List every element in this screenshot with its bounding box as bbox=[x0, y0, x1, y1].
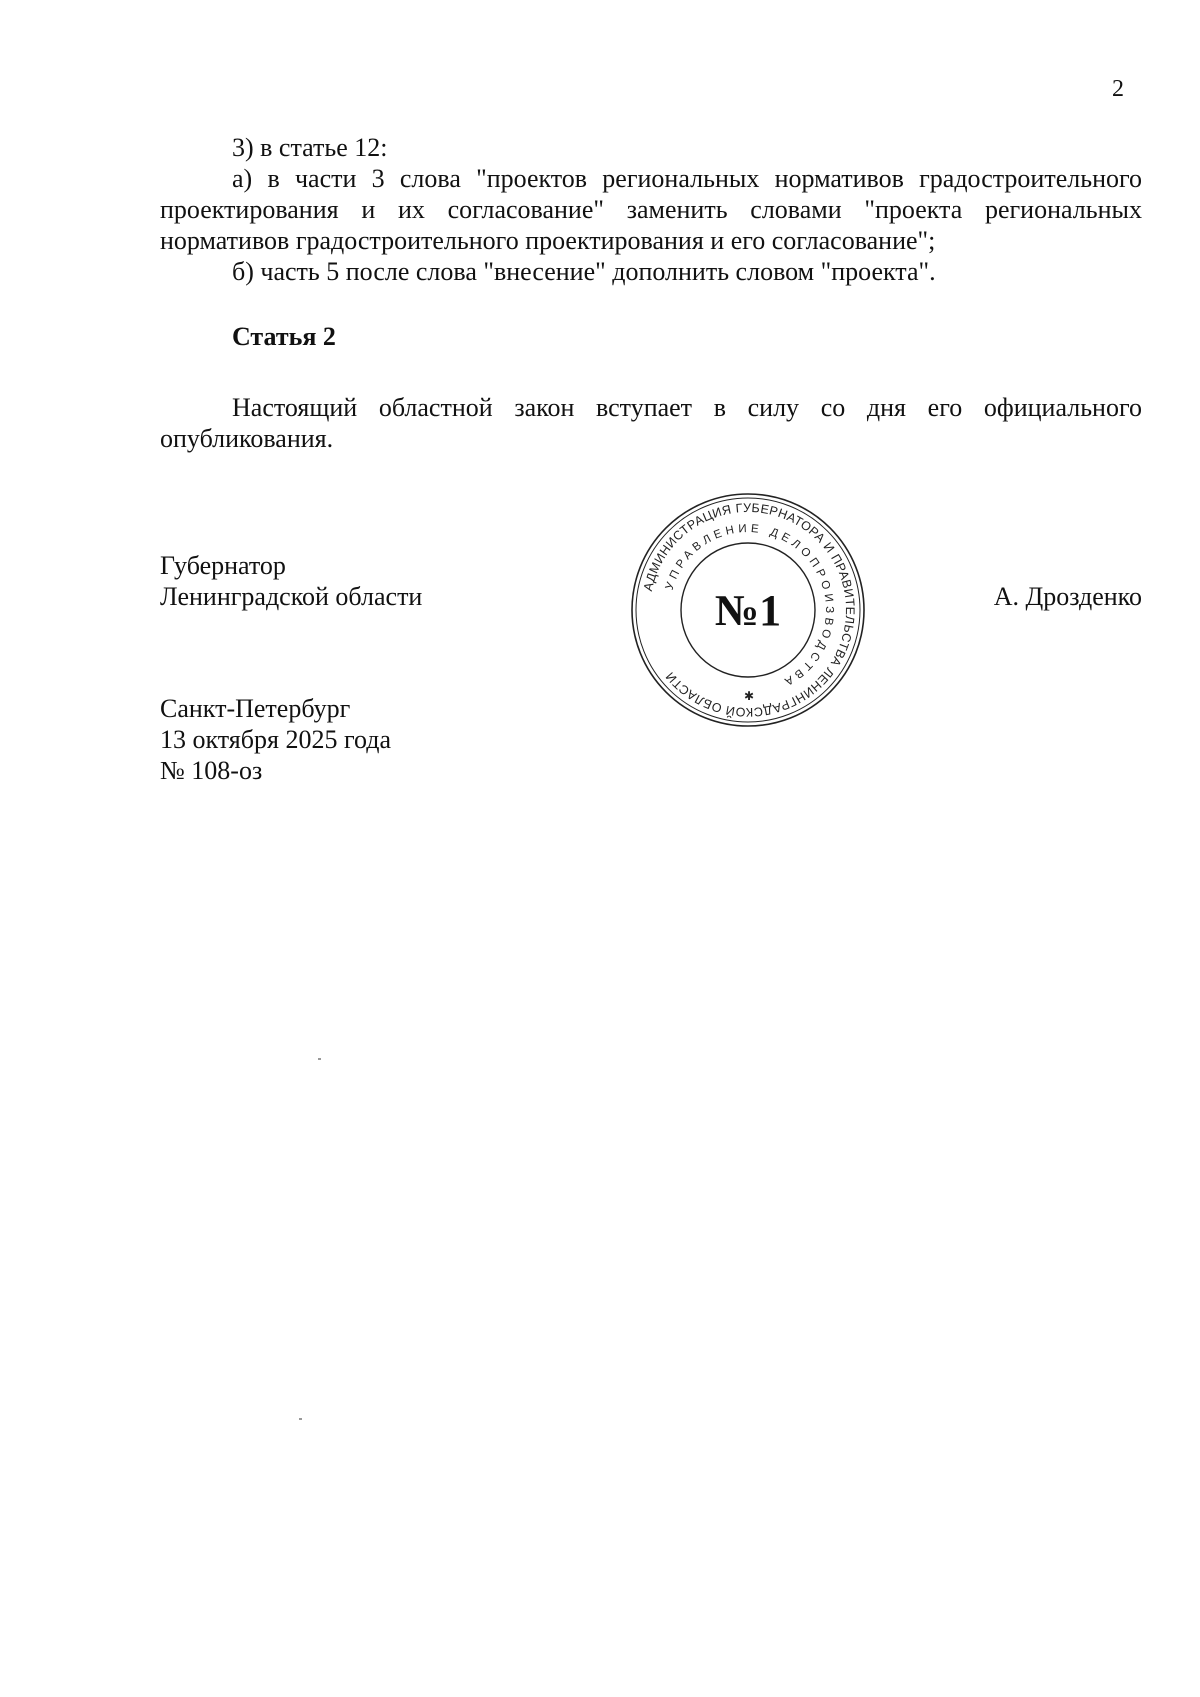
article-text: Настоящий областной закон вступает в силу со дня его официального опубликования. bbox=[160, 393, 1142, 453]
stamp-star-icon: ✱ bbox=[744, 689, 755, 703]
scan-speck bbox=[299, 1418, 302, 1420]
stamp-center-number: №1 bbox=[714, 586, 782, 635]
signer-title-line: Губернатор bbox=[160, 551, 286, 580]
city-line: Санкт-Петербург bbox=[160, 694, 351, 723]
official-stamp bbox=[628, 490, 868, 730]
place-date-block bbox=[160, 693, 391, 786]
paragraph-item-b: б) часть 5 после слова "внесение" дополнить словом "проекта". bbox=[232, 257, 936, 286]
paragraph-item-3: 3) в статье 12: bbox=[232, 133, 388, 162]
signer-region-line: Ленинградской области bbox=[160, 582, 423, 611]
signer-title bbox=[160, 550, 422, 612]
page-number: 2 bbox=[1112, 76, 1124, 102]
amendment-text bbox=[160, 132, 1142, 287]
article-heading: Статья 2 bbox=[232, 322, 336, 351]
stamp-outer-text: АДМИНИСТРАЦИЯ ГУБЕРНАТОРА И ПРАВИТЕЛЬСТВА ЛЕНИНГРАДСКОЙ ОБЛАСТИ bbox=[640, 500, 858, 720]
law-number-line: № 108-оз bbox=[160, 756, 263, 785]
signer-name: А. Дрозденко bbox=[993, 582, 1142, 611]
date-line: 13 октября 2025 года bbox=[160, 725, 391, 754]
scan-speck bbox=[318, 1058, 321, 1060]
paragraph-item-a: а) в части 3 слова "проектов региональных нормативов градостроительного проектирования и их согласование" заменить словами "проекта региональных нормативов градостроительного проектирования и его согласование"; bbox=[160, 164, 1142, 255]
stamp-inner-text: УПРАВЛЕНИЕ ДЕЛОПРОИЗВОДСТВА bbox=[663, 522, 836, 690]
